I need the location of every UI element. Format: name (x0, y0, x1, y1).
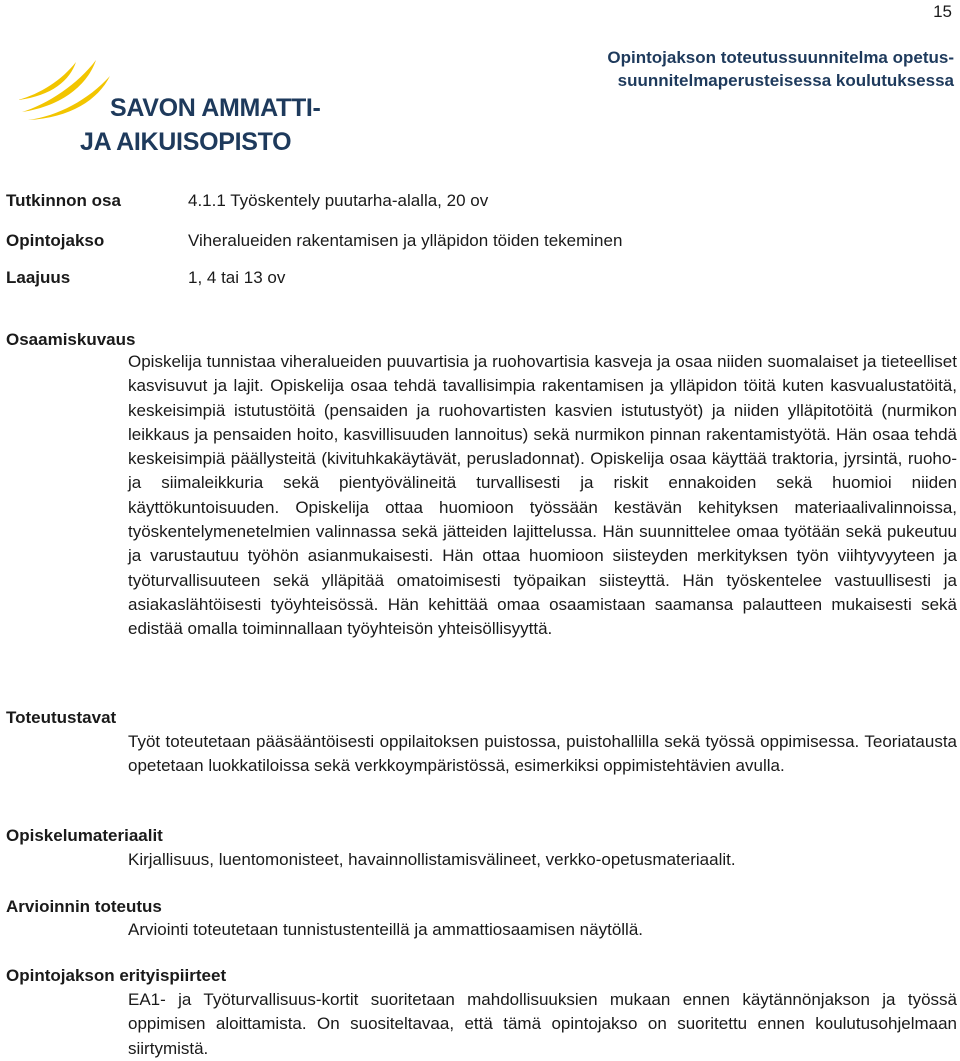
institution-logo (18, 54, 358, 154)
section-label-osaamiskuvaus: Osaamiskuvaus (6, 330, 136, 349)
meta-value: Viheralueiden rakentamisen ja ylläpidon töiden tekeminen (188, 231, 623, 250)
section-label-arvioinnin-toteutus: Arvioinnin toteutus (6, 897, 162, 916)
logo-swoosh-icon (18, 54, 118, 124)
page-number: 15 (933, 2, 952, 21)
section-body-opiskelumateriaalit: Kirjallisuus, luentomonisteet, havainnollistamisvälineet, verkko-opetusmateriaalit. (128, 850, 736, 869)
meta-value: 4.1.1 Työskentely puutarha-alalla, 20 ov (188, 191, 489, 210)
meta-label: Opintojakso (6, 231, 105, 250)
header-title-line1: Opintojakson toteutussuunnitelma opetus- (607, 48, 954, 67)
logo-text-line2: JA AIKUISOPISTO (80, 128, 292, 156)
header-title-line2: suunnitelmaperusteisessa koulutuksessa (617, 71, 954, 90)
section-body-osaamiskuvaus: Opiskelija tunnistaa viheralueiden puuvartisia ja ruohovartisia kasveja ja osaa niiden suomalaiset ja tieteelliset kasvisuvut ja lajit. Opiskelija osaa tehdä tavallisimpia rakentamisen ja ylläpidon töitä kuten kasvualustatöitä, keskeisimpiä istutustöitä (pensaiden ja ruohovartisten kasvien istutustyöt) ja niiden ylläpitotöitä (nurmikon leikkaus ja pensaiden hoito, kasvillisuuden lannoitus) sekä nurmikon pinnan rakentamistyötä. Hän osaa tehdä keskeisimpiä päällysteitä (kivituhkakäytävät, perusladonnat). Opiskelija osaa käyttää traktoria, jyrsintä, ruoho- ja siimaleikkuria sekä pientyövälineitä turvallisesti ja riskit ennakoiden sekä huomioi niiden käyttökuntoisuuden. Opiskelija ottaa huomioon työssään kestävän kehityksen materiaalivalinnoissa, työskentelymenetelmien valinnassa sekä jätteiden lajittelussa. Hän suunnittelee omaa työtään sekä pukeutuu ja varustautuu työhön asianmukaisesti. Hän ottaa huomioon siisteyden merkityksen työn viihtyvyyteen ja työturvallisuuteen sekä ylläpitää omatoimisesti työpaikan siisteyttä. Hän työskentelee vastuullisesti ja asiakaslähtöisesti työyhteisössä. Hän kehittää omaa osaamistaan saamansa palautteen mukaisesti sekä edistää omalla toiminnallaan työyhteisön yhteisöllisyyttä. (128, 352, 957, 639)
section-body-erityispiirteet: EA1- ja Työturvallisuus-kortit suoritetaan mahdollisuuksien mukaan ennen käytännönjakson ja työssä oppimisen aloittamista. On suositeltavaa, että tämä opintojakso on suoritettu ennen koulutusohjelmaan siirtymistä. (128, 990, 957, 1058)
meta-label: Tutkinnon osa (6, 191, 121, 210)
meta-value: 1, 4 tai 13 ov (188, 268, 286, 287)
section-body-toteutustavat: Työt toteutetaan pääsääntöisesti oppilaitoksen puistossa, puistohallilla sekä työssä oppimisessa. Teoriatausta opetetaan luokkatiloissa sekä verkkoympäristössä, esimerkiksi oppimistehtävien avulla. (128, 732, 957, 776)
section-label-opiskelumateriaalit: Opiskelumateriaalit (6, 826, 163, 845)
meta-label: Laajuus (6, 268, 71, 287)
section-body-arvioinnin-toteutus: Arviointi toteutetaan tunnistustenteillä ja ammattiosaamisen näytöllä. (128, 920, 644, 939)
document-header (514, 46, 954, 92)
section-label-erityispiirteet: Opintojakson erityispiirteet (6, 966, 227, 985)
logo-text-line1: SAVON AMMATTI- (110, 94, 321, 122)
section-label-toteutustavat: Toteutustavat (6, 708, 117, 727)
